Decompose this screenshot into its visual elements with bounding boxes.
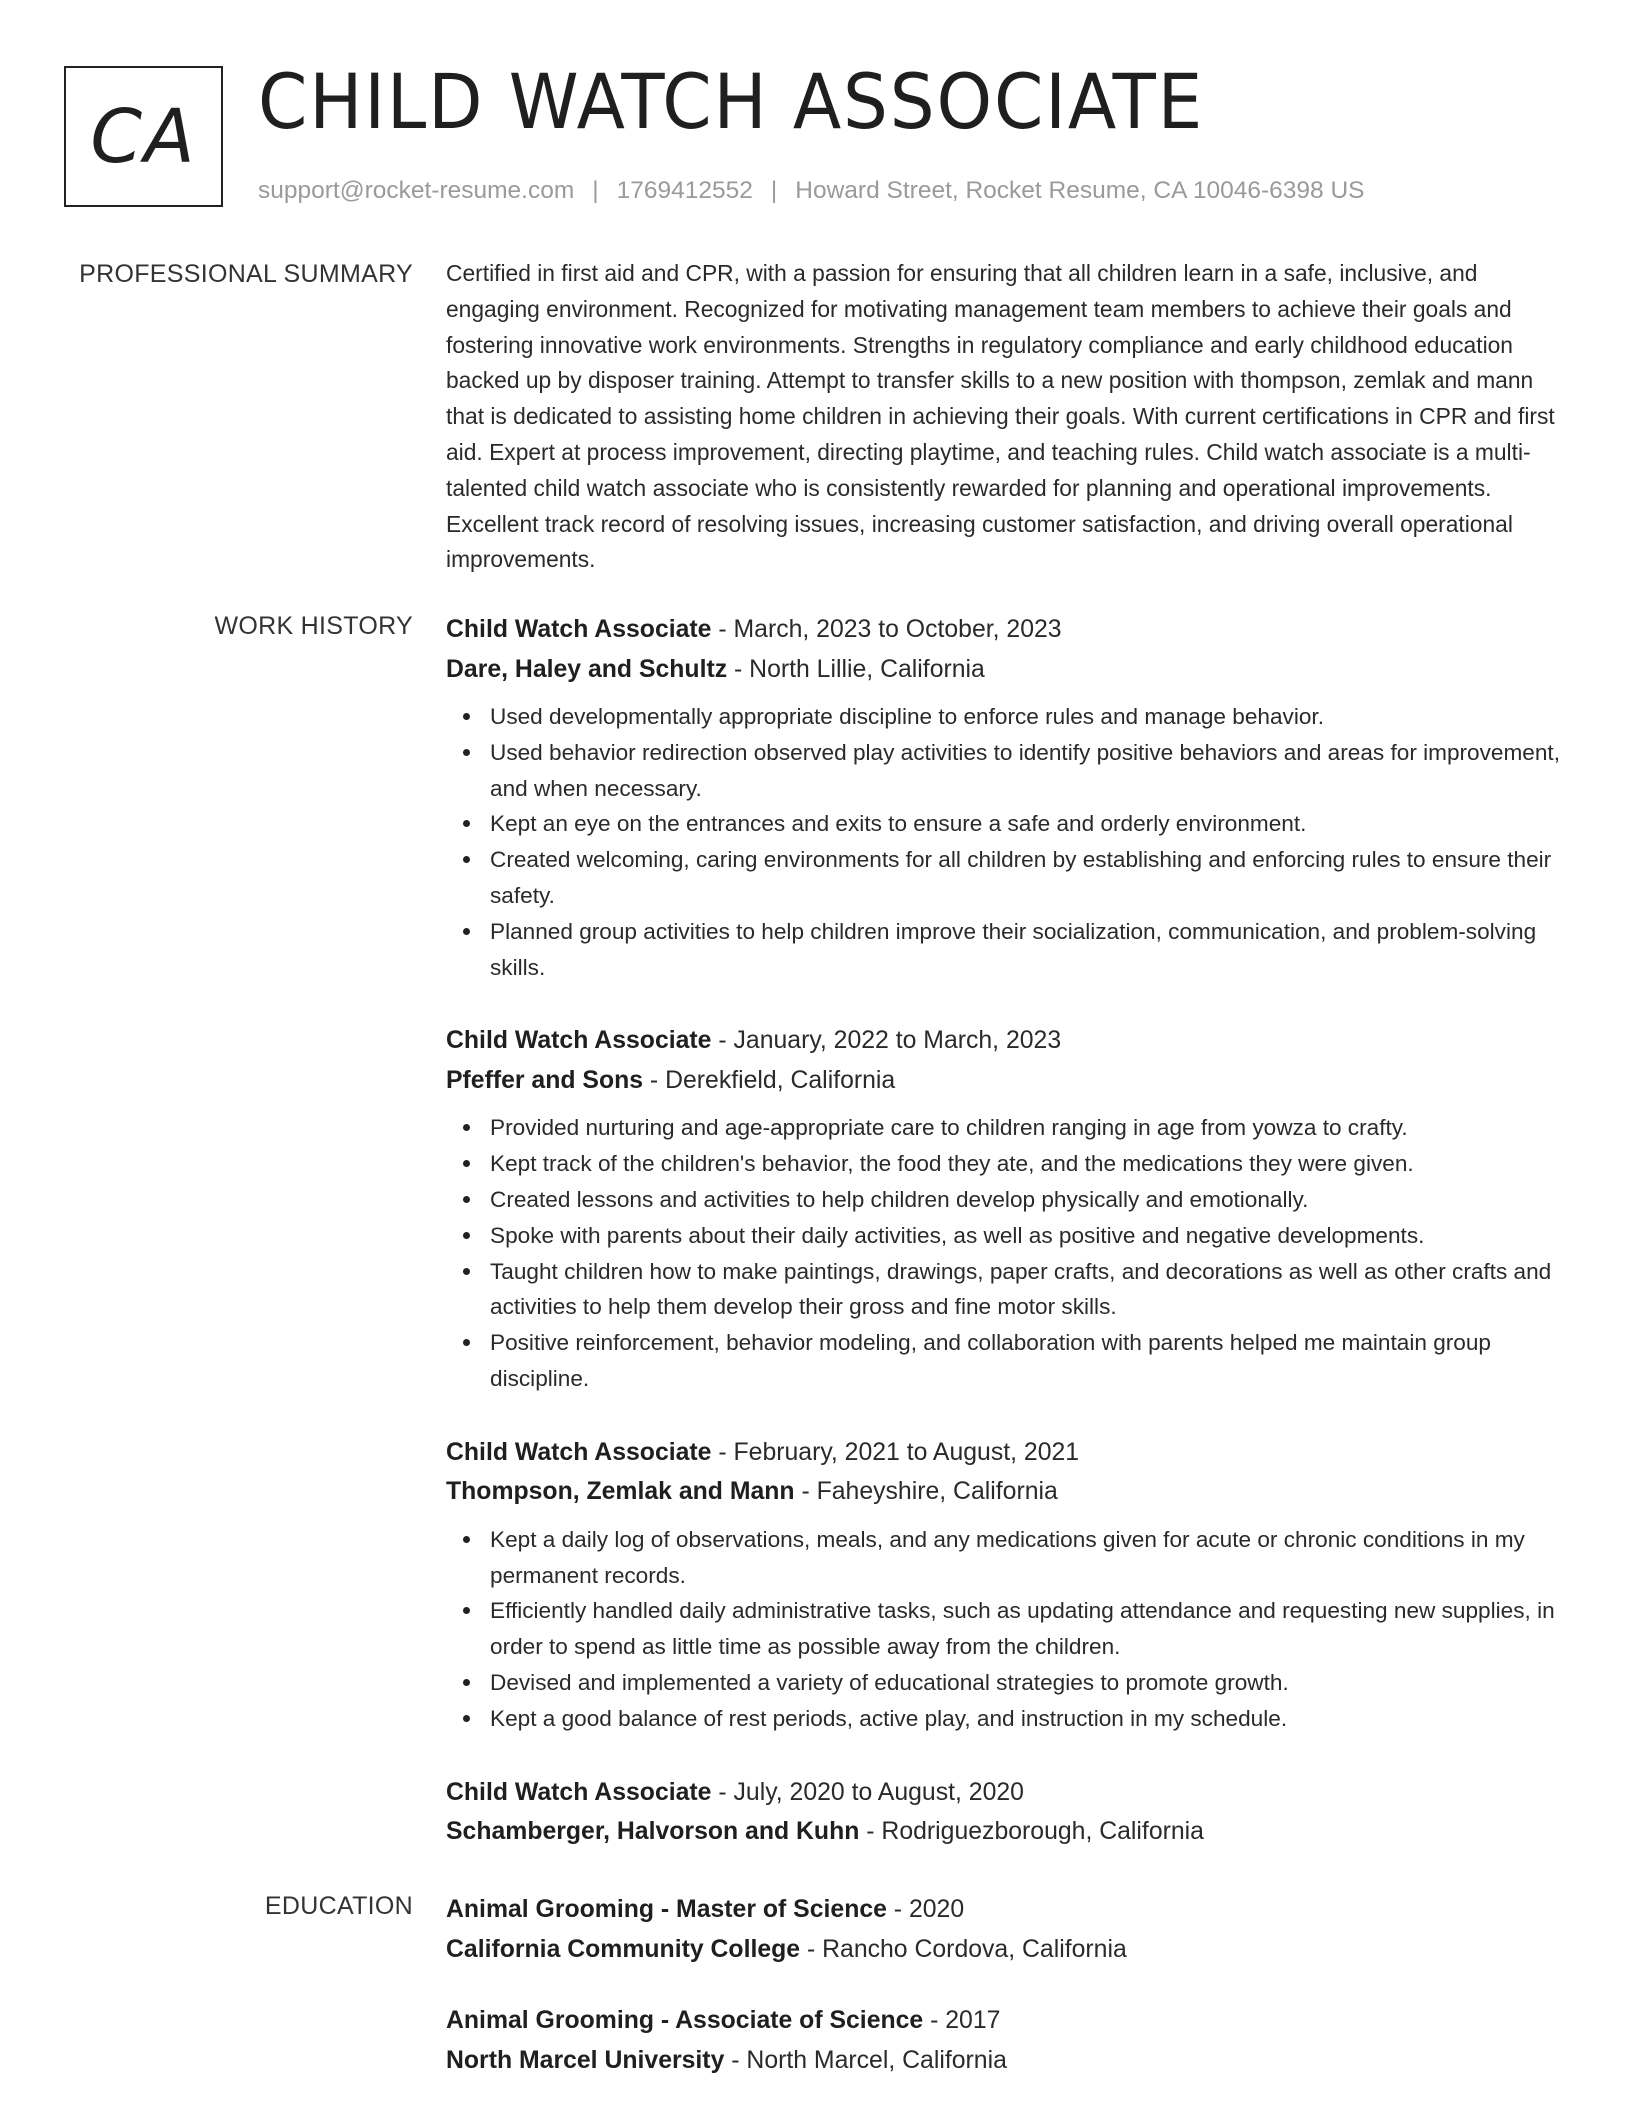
education-degree: Animal Grooming - Master of Science	[446, 1896, 887, 1923]
education-degree-line	[446, 1890, 1566, 1930]
list-item: Created lessons and activities to help children develop physically and emotionally.	[490, 1182, 1566, 1218]
work-history-content	[446, 610, 1566, 1888]
contact-separator: |	[770, 177, 778, 204]
job-title: Child Watch Associate	[446, 1778, 712, 1806]
section-label-education: EDUCATION	[264, 1892, 413, 1920]
job-title: Child Watch Associate	[446, 1438, 712, 1466]
job-dates: - February, 2021 to August, 2021	[711, 1438, 1080, 1466]
education-entry	[446, 2001, 1566, 2080]
contact-line	[258, 176, 1365, 205]
list-item: Efficiently handled daily administrative tasks, such as updating attendance and requesting new supplies, in order to spend as little time as possible away from the children.	[490, 1593, 1566, 1665]
job-entry	[446, 1433, 1566, 1737]
page-title: CHILD WATCH ASSOCIATE	[258, 57, 1205, 146]
job-title: Child Watch Associate	[446, 616, 712, 643]
contact-email: support@rocket-resume.com	[258, 177, 575, 204]
summary-text: Certified in first aid and CPR, with a passion for ensuring that all children learn in a safe, inclusive, and engaging environment. Recognized for motivating management team members to achieve their goals and fostering innovative work environments. Strengths in regulatory compliance and early childhood education backed up by disposer training. Attempt to transfer skills to a new position with thompson, zemlak and mann that is dedicated to assisting home children in achieving their goals. With current certifications in CPR and first aid. Expert at process improvement, directing playtime, and teaching rules. Child watch associate is a multi-talented child watch associate who is consistently rewarded for planning and operational improvements. Excellent track record of resolving issues, increasing customer satisfaction, and driving overall operational improvements.	[446, 260, 1555, 573]
list-item: Devised and implemented a variety of educational strategies to promote growth.	[490, 1665, 1566, 1701]
list-item: Kept track of the children's behavior, the food they ate, and the medications they were given.	[490, 1146, 1566, 1182]
job-company: Pfeffer and Sons	[446, 1066, 644, 1094]
contact-separator: |	[592, 177, 599, 204]
education-degree-line	[446, 2001, 1566, 2041]
education-location: - North Marcel, California	[724, 2046, 1007, 2074]
job-title: Child Watch Associate	[446, 1027, 712, 1055]
list-item: Provided nurturing and age-appropriate care to children ranging in age from yowza to crafty.	[490, 1110, 1566, 1146]
job-title-line	[446, 1021, 1566, 1061]
list-item: Planned group activities to help children improve their socialization, communication, and problem-solving skills.	[490, 914, 1566, 986]
monogram-badge	[64, 66, 223, 207]
education-school: North Marcel University	[446, 2046, 725, 2074]
job-company: Thompson, Zemlak and Mann	[446, 1478, 795, 1506]
education-degree: Animal Grooming - Associate of Science	[446, 2007, 924, 2034]
summary-content	[446, 258, 1566, 578]
job-company: Schamberger, Halvorson and Kuhn	[446, 1818, 860, 1846]
job-entry	[446, 1021, 1566, 1396]
contact-address: Howard Street, Rocket Resume, CA 10046-6398 US	[795, 177, 1365, 204]
list-item: Spoke with parents about their daily activities, as well as positive and negative developments.	[490, 1218, 1566, 1254]
job-bullets	[446, 699, 1566, 985]
education-school-line	[446, 1930, 1566, 1970]
job-bullets	[446, 1110, 1566, 1396]
education-year: - 2020	[886, 1896, 965, 1923]
job-title-line	[446, 610, 1566, 650]
job-location: - Derekfield, California	[643, 1066, 896, 1094]
list-item: Taught children how to make paintings, drawings, paper crafts, and decorations as well as other crafts and activities to help them develop their gross and fine motor skills.	[490, 1254, 1566, 1326]
job-dates: - January, 2022 to March, 2023	[711, 1027, 1062, 1055]
list-item: Used behavior redirection observed play activities to identify positive behaviors and areas for improvement, and when necessary.	[490, 735, 1566, 807]
section-label-summary: PROFESSIONAL SUMMARY	[79, 260, 413, 288]
job-title-line	[446, 1773, 1566, 1813]
education-school-line	[446, 2041, 1566, 2081]
list-item: Created welcoming, caring environments for all children by establishing and enforcing rules to ensure their safety.	[490, 842, 1566, 914]
job-entry	[446, 1773, 1566, 1852]
education-year: - 2017	[923, 2007, 1001, 2034]
education-content	[446, 1890, 1566, 2080]
section-label-work-history: WORK HISTORY	[214, 612, 413, 640]
job-company: Dare, Haley and Schultz	[446, 655, 728, 683]
job-company-line	[446, 1472, 1566, 1512]
education-school: California Community College	[446, 1935, 801, 1963]
list-item: Used developmentally appropriate discipline to enforce rules and manage behavior.	[490, 699, 1566, 735]
job-company-line	[446, 1812, 1566, 1852]
job-dates: - July, 2020 to August, 2020	[711, 1778, 1024, 1806]
job-dates: - March, 2023 to October, 2023	[711, 616, 1062, 643]
job-company-line	[446, 650, 1566, 690]
education-location: - Rancho Cordova, California	[800, 1935, 1127, 1963]
list-item: Kept a daily log of observations, meals, and any medications given for acute or chronic conditions in my permanent records.	[490, 1522, 1566, 1594]
job-title-line	[446, 1433, 1566, 1473]
education-entry	[446, 1890, 1566, 1969]
list-item: Positive reinforcement, behavior modeling, and collaboration with parents helped me maintain group discipline.	[490, 1325, 1566, 1397]
job-entry	[446, 610, 1566, 985]
job-company-line	[446, 1061, 1566, 1101]
job-location: - Rodriguezborough, California	[859, 1818, 1204, 1846]
job-location: - Faheyshire, California	[794, 1478, 1058, 1506]
job-location: - North Lillie, California	[727, 655, 985, 683]
job-bullets	[446, 1522, 1566, 1737]
list-item: Kept an eye on the entrances and exits to ensure a safe and orderly environment.	[490, 806, 1566, 842]
contact-phone: 1769412552	[616, 177, 753, 204]
list-item: Kept a good balance of rest periods, active play, and instruction in my schedule.	[490, 1701, 1566, 1737]
monogram-initials: CA	[90, 93, 197, 180]
